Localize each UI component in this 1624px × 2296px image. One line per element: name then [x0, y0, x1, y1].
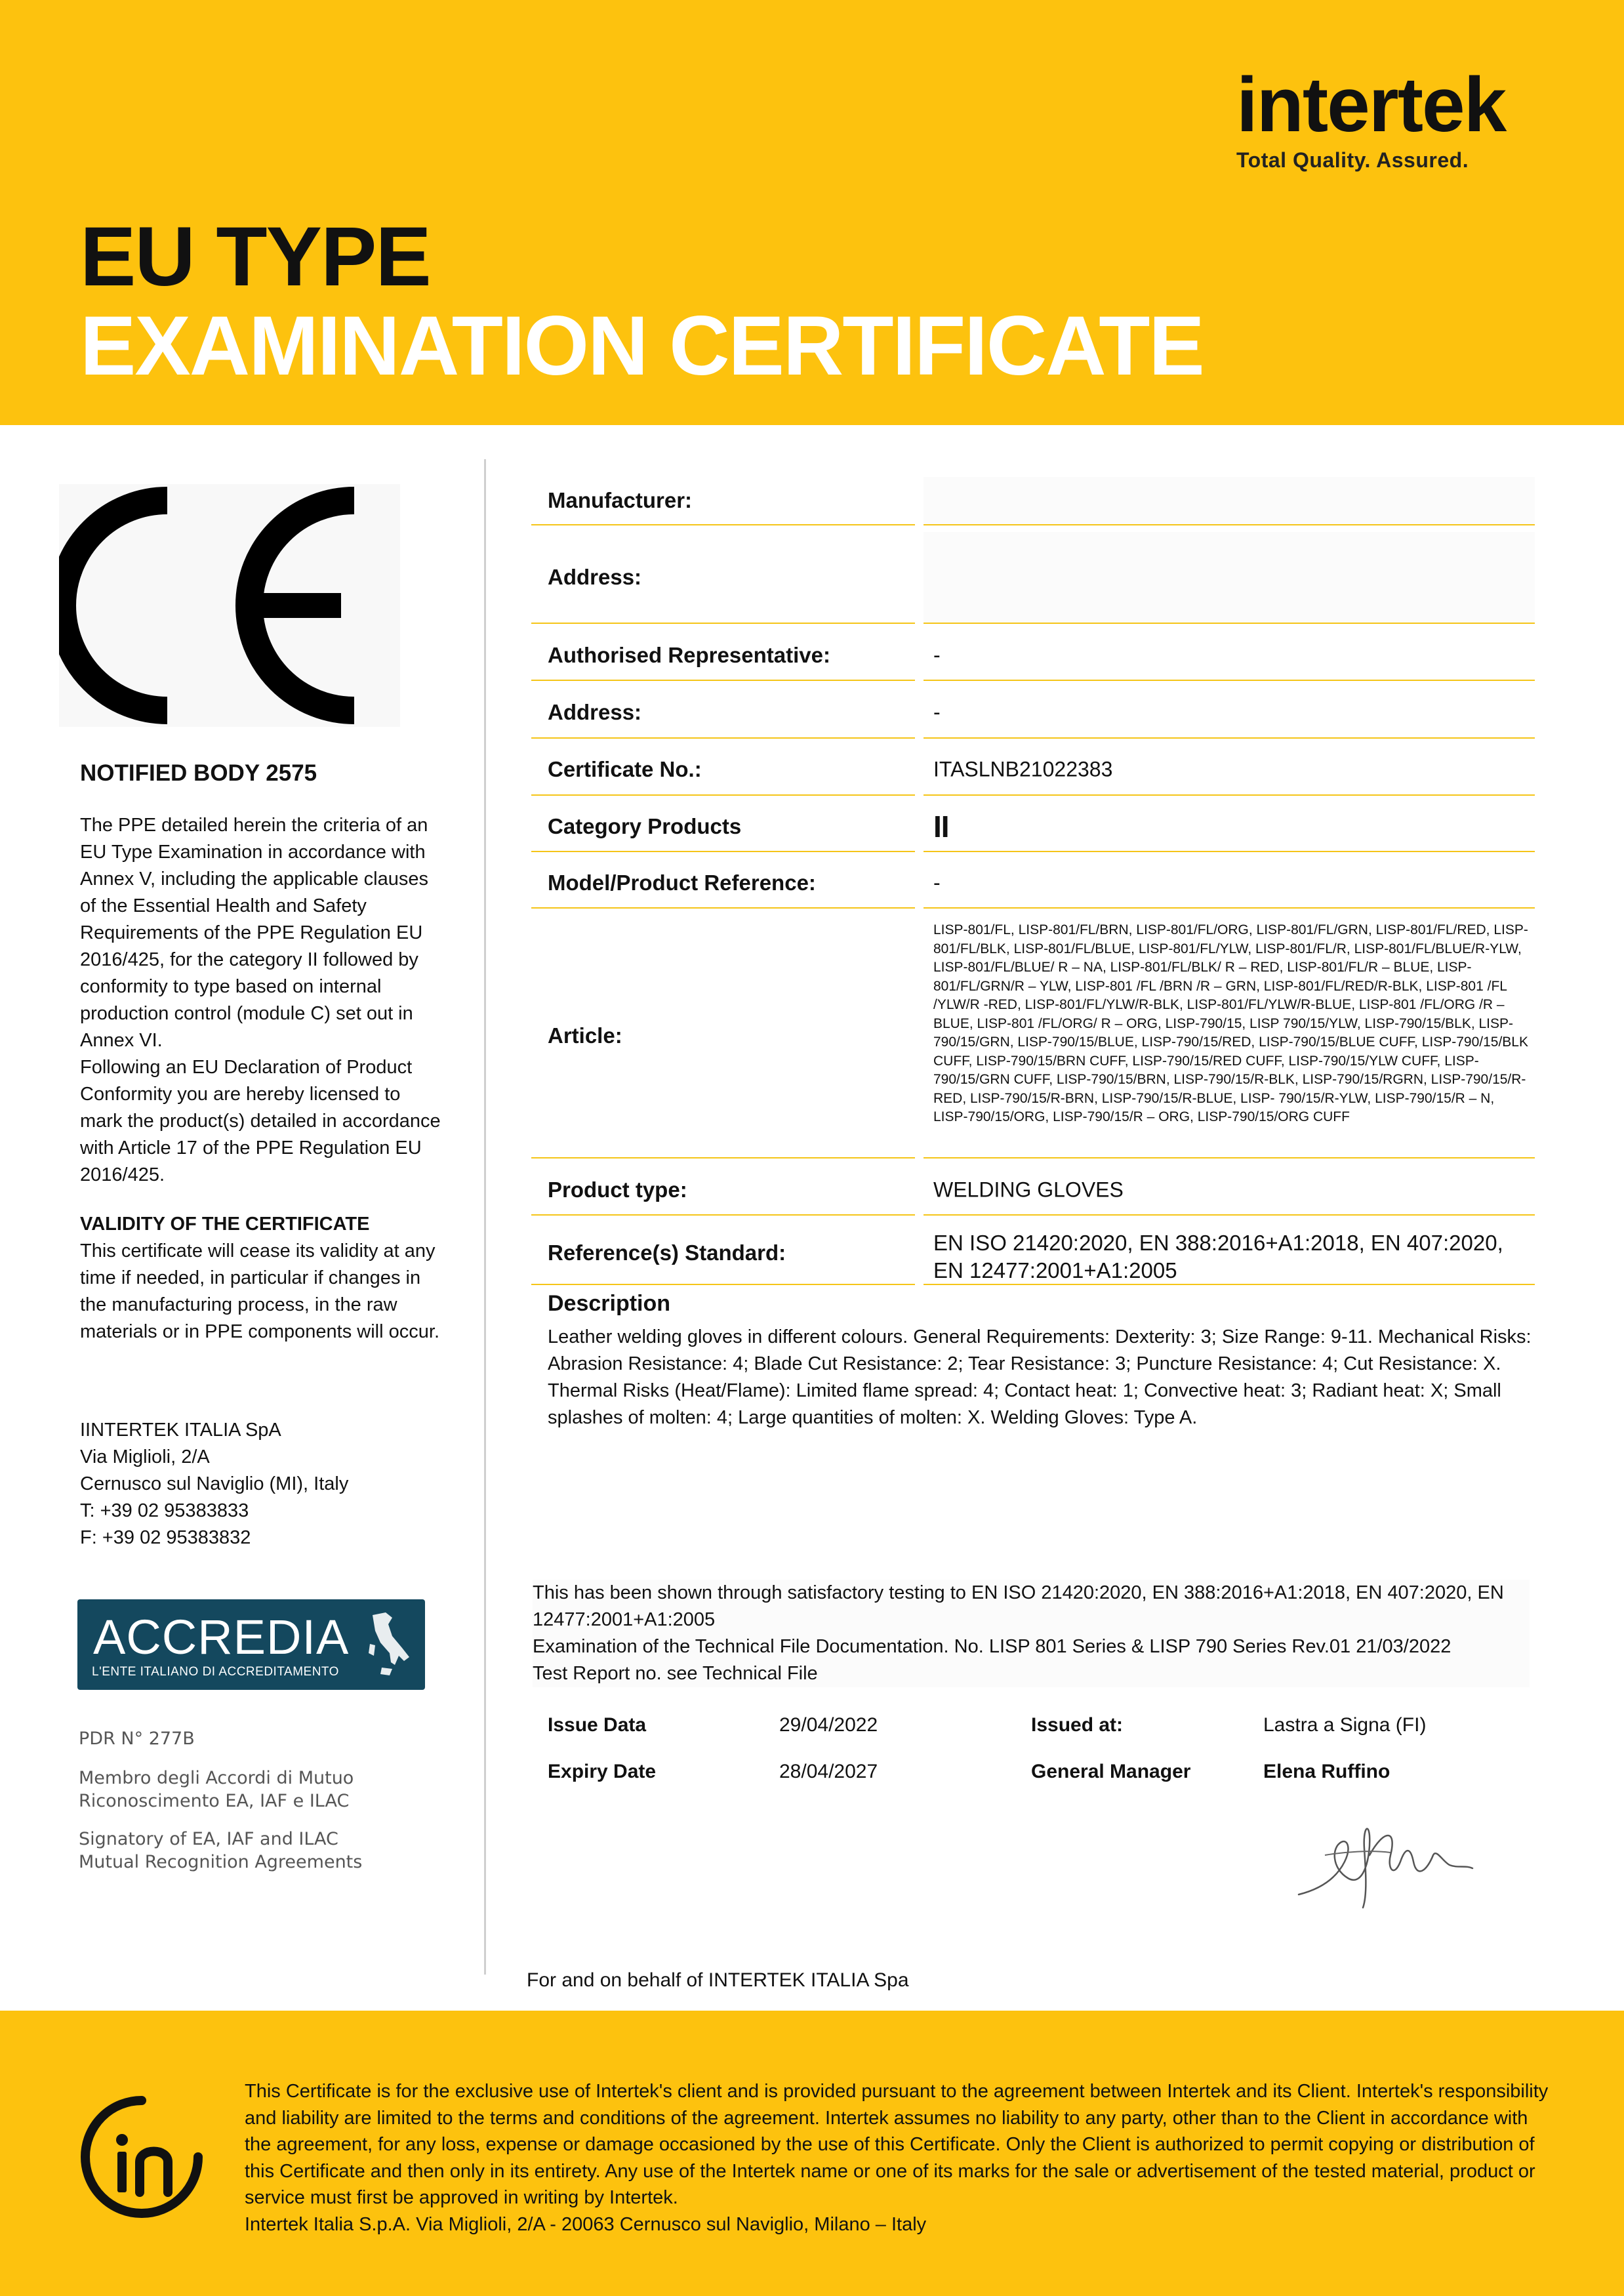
auth-rep-label: Authorised Representative:: [548, 642, 830, 667]
title-line-1: EU TYPE: [80, 210, 430, 304]
fax-line: F: +39 02 95383832: [80, 1527, 251, 1548]
signatory-text: Signatory of EA, IAF and ILAC Mutual Recognition Agreements: [79, 1829, 363, 1872]
row-standard: [531, 1221, 1535, 1285]
test-report-line: Test Report no. see Technical File: [533, 1663, 818, 1684]
issued-at-value: Lastra a Signa (FI): [1263, 1714, 1427, 1736]
issued-at-label: Issued at:: [1031, 1714, 1124, 1736]
ce-mark-icon: [59, 484, 400, 727]
title-line-2: EXAMINATION CERTIFICATE: [80, 299, 1204, 393]
row-model: [531, 858, 1535, 909]
phone-line: T: +39 02 95383833: [80, 1500, 249, 1521]
category-label: Category Products: [548, 813, 742, 838]
logo-word: intertek: [1236, 62, 1506, 148]
disclaimer-text: This Certificate is for the exclusive use of Intertek's client and is provided pursuant to the agreement between Intertek and its Client. Intertek's responsibility and liability are limited to the terms and conditions of the agreement. Intertek assumes no liability to any party, other than to the Client in accordance with the agreement, for any loss, expense or damage occasioned by the use of this Certificate. Only the Client is authorized to permit copying or distribution of this Certificate and then only in its entirety. Any use of the Intertek name or one of its marks for the sale or advertisement of the tested material, product or service must first be approved in writing by Intertek.: [245, 2081, 1549, 2208]
description-title: Description: [548, 1291, 671, 1316]
article-value: LISP-801/FL, LISP-801/FL/BRN, LISP-801/FL/ORG, LISP-801/FL/GRN, LISP-801/FL/RED, LISP-801/FL/BLK, LISP-801/FL/BLUE, LISP-801/FL/YLW, LISP-801/FL/R, LISP-801/FL/BLUE/R-YLW, LISP-801/FL/BLUE/ R – NA, LISP-801/FL/BLK/ R – RED, LISP-801/FL/R – BLUE, LISP-801/FL/GRN/R – YLW, LISP-801 /FL /BRN /R – GRN, LISP-801/FL/RED/R-BLK, LISP-801 /FL /YLW/R -RED, LISP-801/FL/YLW/R-BLK, LISP-801/FL/YLW/R-BLUE, LISP-801 /FL/ORG /R – BLUE, LISP-801 /FL/ORG/ R – ORG, LISP-790/15, LISP 790/15/YLW, LISP-790/15/BLK, LISP-790/15/GRN, LISP-790/15/BLUE, LISP-790/15/RED, LISP-790/15/BLUE CUFF, LISP-790/15/BLK CUFF, LISP-790/15/BRN CUFF, LISP-790/15/RED CUFF, LISP-790/15/YLW CUFF, LISP-790/15/GRN CUFF, LISP-790/15/BRN, LISP-790/15/R-BLK, LISP-790/15/RGRN, LISP-790/15/R-RED, LISP-790/15/R-BRN, LISP-790/15/R-BLUE, LISP- 790/15/R-YLW, LISP-790/15/R – N, LISP-790/15/ORG, LISP-790/15/R – ORG, LISP-790/15/ORG CUFF: [933, 922, 1528, 1124]
address-line: Via Miglioli, 2/A: [80, 1446, 210, 1467]
validity-title: VALIDITY OF THE CERTIFICATE: [80, 1214, 370, 1235]
standard-value: EN ISO 21420:2020, EN 388:2016+A1:2018, EN 407:2020, EN 12477:2001+A1:2005: [933, 1231, 1503, 1282]
row-certificate-no: [531, 745, 1535, 796]
row-product-type: [531, 1165, 1535, 1216]
technical-file-line: Examination of the Technical File Documentation. No. LISP 801 Series & LISP 790 Series Rev.01 21/03/2022: [533, 1636, 1451, 1657]
model-label: Model/Product Reference:: [548, 870, 816, 895]
signature-image: [1286, 1816, 1482, 1914]
pdr-number: PDR N° 277B: [79, 1729, 195, 1749]
intertek-address: [80, 1417, 447, 1551]
general-manager-value: Elena Ruffino: [1263, 1761, 1391, 1782]
membro-text: Membro degli Accordi di Mutuo Riconoscimento EA, IAF e ILAC: [79, 1768, 354, 1811]
testing-statement: [533, 1580, 1530, 1687]
category-value: II: [933, 809, 949, 844]
notified-body-title: NOTIFIED BODY 2575: [80, 760, 317, 786]
row-article: [531, 914, 1535, 1158]
issue-data-value: 29/04/2022: [779, 1714, 878, 1736]
column-divider: [484, 459, 486, 1975]
accredia-logo: [77, 1599, 425, 1690]
product-type-label: Product type:: [548, 1177, 687, 1202]
manufacturer-label: Manufacturer:: [548, 488, 693, 512]
accredia-word: ACCREDIA: [93, 1610, 350, 1664]
ppe-statement: [80, 812, 447, 1189]
cert-no-value: ITASLNB21022383: [933, 757, 1113, 781]
standard-label: Reference(s) Standard:: [548, 1240, 786, 1265]
article-label: Article:: [548, 1023, 622, 1048]
general-manager-label: General Manager: [1031, 1761, 1191, 1782]
intertek-in-icon: [76, 2091, 207, 2223]
logo-tagline: Total Quality. Assured.: [1236, 148, 1469, 172]
description-text: Leather welding gloves in different colours. General Requirements: Dexterity: 3; Size Range: 9-11. Mechanical Risks: Abrasion Resistance: 4; Blade Cut Resistance: 2; Tear Resistance: 3; Puncture Resistance: 4; Cut Resistance: X. Thermal Risks (Heat/Flame): Limited flame spread: 4; Contact heat: 1; Convective heat: 3; Radiant heat: X; Small splashes of molten: 4; Large quantities of molten: X. Welding Gloves: Type A.: [548, 1326, 1532, 1428]
testing-line: This has been shown through satisfactory testing to EN ISO 21420:2020, EN 388:2016+A1:2018, EN 407:2020, EN 12477:2001+A1:2005: [533, 1582, 1504, 1630]
ce-mark: [59, 484, 400, 727]
intertek-logo: [1236, 62, 1551, 173]
validity-text: This certificate will cease its validity at any time if needed, in particular if changes in the manufacturing process, in the raw materials or in PPE components will occur.: [80, 1240, 439, 1342]
footer-disclaimer: [245, 2078, 1556, 2238]
auth-rep-value: -: [933, 643, 941, 666]
expiry-date-label: Expiry Date: [548, 1761, 657, 1782]
expiry-date-value: 28/04/2027: [779, 1761, 878, 1782]
row-category: [531, 802, 1535, 852]
row-address: [531, 532, 1535, 624]
address2-value: -: [933, 700, 941, 724]
issue-data-label: Issue Data: [548, 1714, 647, 1736]
model-value: -: [933, 871, 941, 894]
ppe-text-1: The PPE detailed herein the criteria of an EU Type Examination in accordance with Annex V, including the applicable clauses of the Essential Health and Safety Requirements of the PPE Regulation EU 2016/425, for the category II followed by conformity to type based on internal production control (module C) set out in Annex VI.: [80, 815, 428, 1051]
address-label: Address:: [548, 565, 642, 589]
italy-map-icon: [366, 1610, 412, 1682]
cert-no-label: Certificate No.:: [548, 757, 702, 781]
on-behalf-text: For and on behalf of INTERTEK ITALIA Spa: [527, 1969, 909, 1991]
footer-address: Intertek Italia S.p.A. Via Miglioli, 2/A - 20063 Cernusco sul Naviglio, Milano – Italy: [245, 2213, 927, 2235]
accredia-subtitle: L'ENTE ITALIANO DI ACCREDITAMENTO: [92, 1665, 339, 1679]
address2-label: Address:: [548, 700, 642, 724]
row-manufacturer: [531, 477, 1535, 525]
row-authorised-rep: [531, 630, 1535, 681]
address-line: Cernusco sul Naviglio (MI), Italy: [80, 1473, 349, 1494]
ppe-text-2: Following an EU Declaration of Product Conformity you are hereby licensed to mark the product(s) detailed in accordance with Article 17 of the PPE Regulation EU 2016/425.: [80, 1057, 441, 1185]
product-type-value: WELDING GLOVES: [933, 1178, 1124, 1201]
row-address-2: [531, 687, 1535, 739]
address-line: IINTERTEK ITALIA SpA: [80, 1420, 281, 1441]
